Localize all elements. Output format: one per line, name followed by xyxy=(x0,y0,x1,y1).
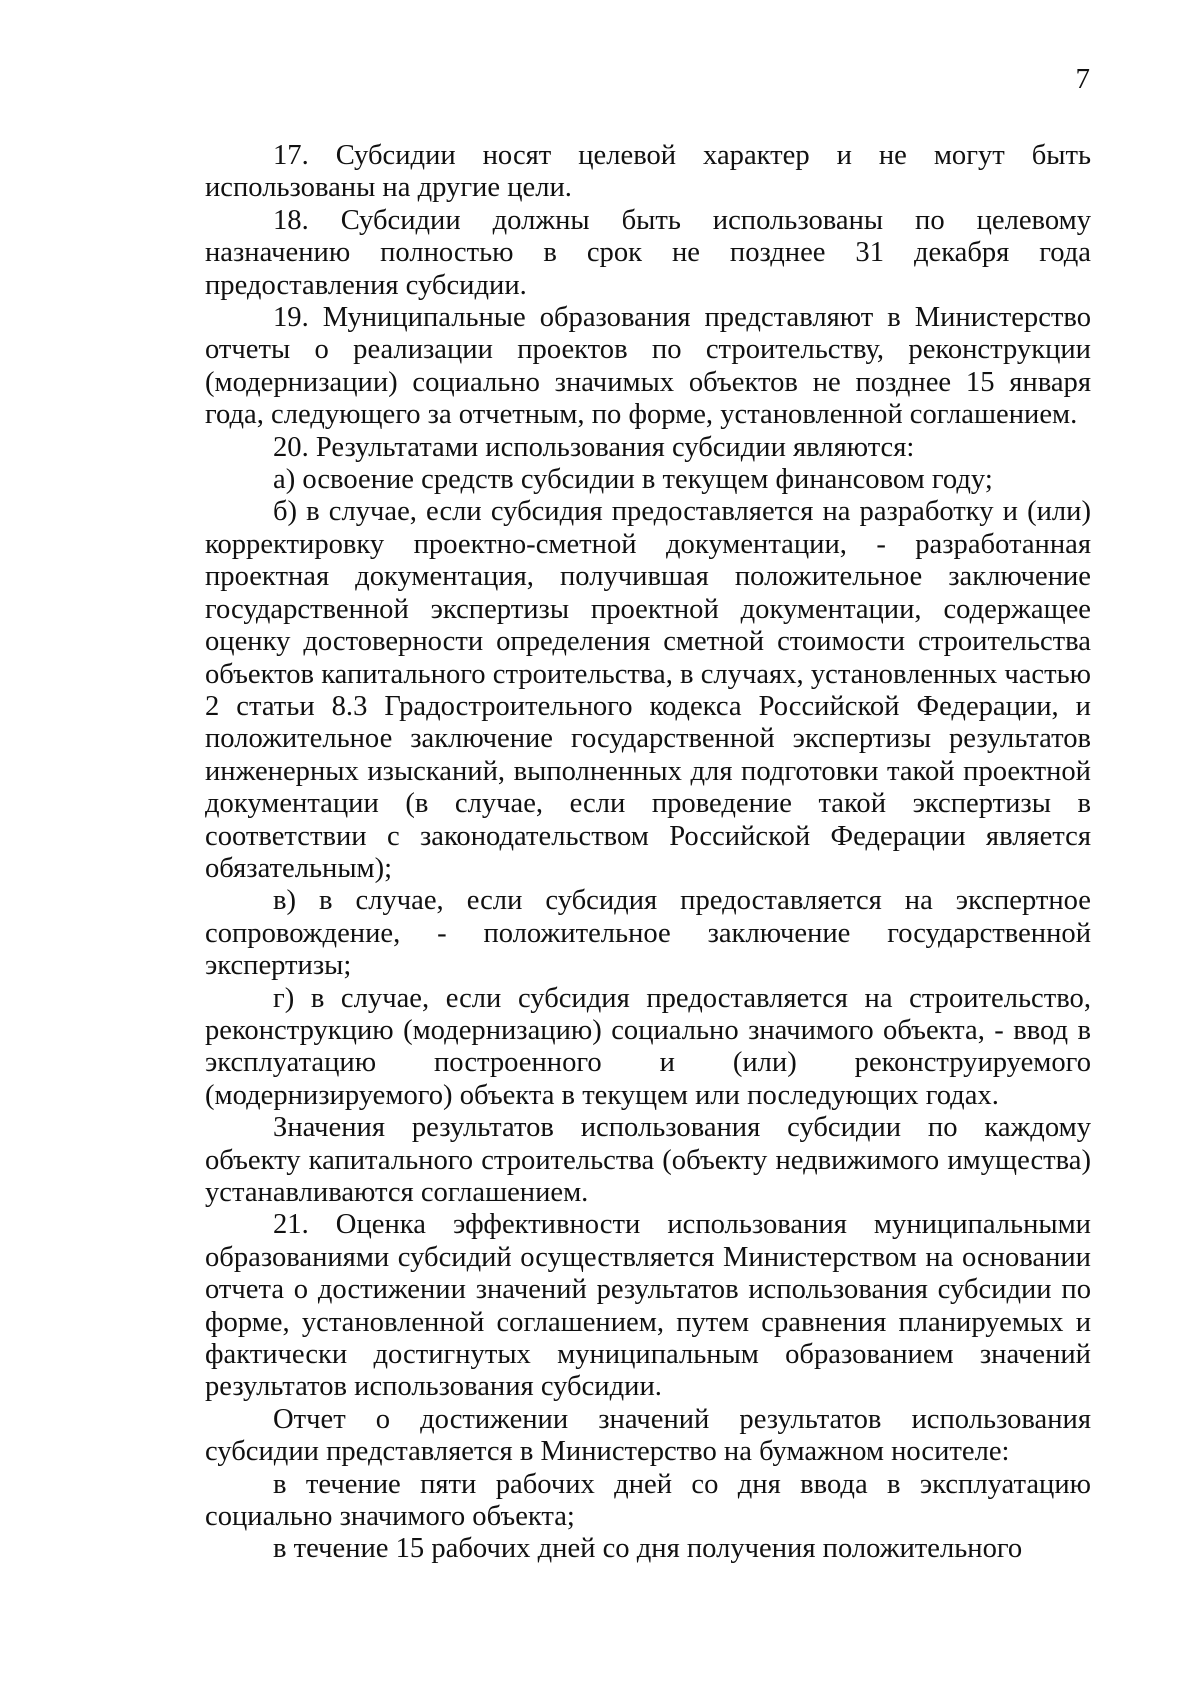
paragraph-report-term-1: в течение пяти рабочих дней со дня ввода в эксплуатацию социально значимого объекта; xyxy=(205,1468,1091,1533)
paragraph-20: 20. Результатами использования субсидии являются: xyxy=(273,431,915,463)
paragraph-values: Значения результатов использования субсидии по каждому объекту капитального строительства (объекту недвижимого имущества) устанавливаются соглашением. xyxy=(205,1112,1091,1208)
paragraph-21: 21. Оценка эффективности использования муниципальными образованиями субсидий осуществляется Министерством на основании отчета о достижении значений результатов использования субсидии по форме, установленной соглашением, путем сравнения планируемых и фактически достигнутых муниципальным образованием значений результатов использования субсидии. xyxy=(205,1209,1091,1403)
paragraph-20-v: в) в случае, если субсидия предоставляется на экспертное сопровождение, - положительное заключение государственной экспертизы; xyxy=(205,885,1091,982)
paragraph-19: 19. Муниципальные образования представляют в Министерство отчеты о реализации проектов по строительству, реконструкции (модернизации) социально значимых объектов не позднее 15 января года, следующего за отчетным, по форме, установленной соглашением. xyxy=(205,302,1091,431)
document-body xyxy=(205,140,1091,1566)
paragraph-20-b: б) в случае, если субсидия предоставляется на разработку и (или) корректировку проектно-сметной документации, - разработанная проектная документация, получившая положительное заключение государственной экспертизы проектной документации, содержащее оценку достоверности определения сметной стоимости строительства объектов капитального строительства, в случаях, установленных частью 2 статьи 8.3 Градостроительного кодекса Российской Федерации, и положительное заключение государственной экспертизы результатов инженерных изысканий, выполненных для подготовки такой проектной документации (в случае, если проведение такой экспертизы в соответствии с законодательством Российской Федерации является обязательным); xyxy=(205,496,1091,884)
page-number: 7 xyxy=(1075,63,1090,95)
paragraph-report-term-2: в течение 15 рабочих дней со дня получения положительного xyxy=(273,1533,1023,1565)
paragraph-20-g: г) в случае, если субсидия предоставляется на строительство, реконструкцию (модернизацию) социально значимого объекта, - ввод в эксплуатацию построенного и (или) реконструируемого (модернизируемого) объекта в текущем или последующих годах. xyxy=(205,982,1091,1111)
paragraph-20-a: а) освоение средств субсидии в текущем финансовом году; xyxy=(273,464,993,496)
paragraph-18: 18. Субсидии должны быть использованы по целевому назначению полностью в срок не позднее 31 декабря года предоставления субсидии. xyxy=(205,204,1091,301)
paragraph-report: Отчет о достижении значений результатов использования субсидии представляется в Министерство на бумажном носителе: xyxy=(205,1403,1091,1468)
paragraph-17: 17. Субсидии носят целевой характер и не могут быть использованы на другие цели. xyxy=(205,140,1091,204)
